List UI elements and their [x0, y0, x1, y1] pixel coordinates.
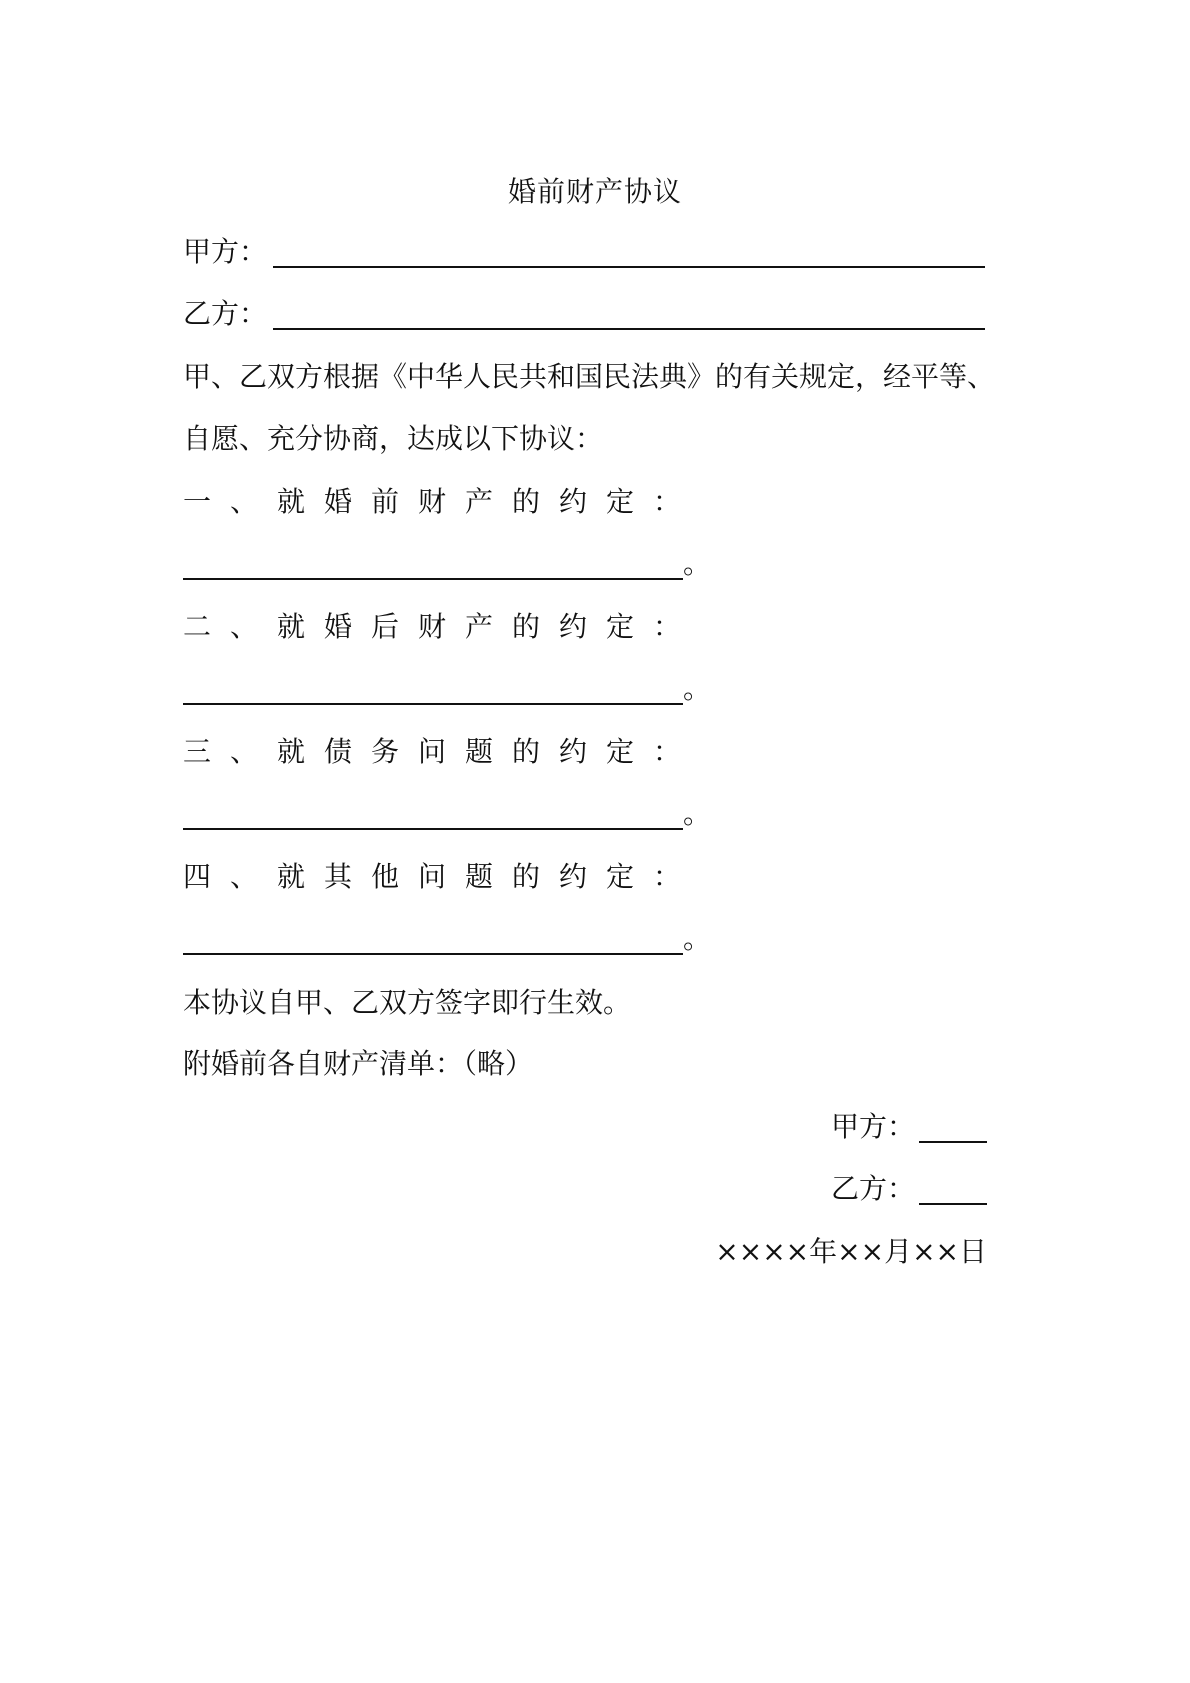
section-3-period: 。 [683, 797, 712, 830]
effect-text: 本协议自甲、乙双方签字即行生效。 [183, 986, 632, 1019]
section-4-period: 。 [683, 922, 712, 955]
section-2-blank[interactable] [183, 673, 683, 705]
section-3-blank-row [183, 794, 711, 834]
section-3-heading-text: 三、就债务问题的约定： [183, 735, 701, 768]
section-1-blank[interactable] [183, 548, 683, 580]
section-3-heading [183, 732, 700, 772]
section-4-blank[interactable] [183, 923, 683, 955]
party-b-row [183, 294, 985, 334]
signing-date: ××××年××月××日 [715, 1235, 987, 1268]
document-title: 婚前财产协议 [507, 175, 682, 208]
date-row [715, 1232, 987, 1272]
intro-line-2 [183, 419, 603, 459]
section-2-heading [183, 607, 700, 647]
section-4-heading-text: 四、就其他问题的约定： [183, 860, 701, 893]
party-a-row [183, 232, 985, 272]
party-a-label: 甲方： [183, 235, 268, 268]
section-2-period: 。 [683, 672, 712, 705]
section-2-heading-text: 二、就婚后财产的约定： [183, 610, 701, 643]
section-1-heading [183, 482, 700, 522]
section-1-blank-row [183, 544, 711, 584]
attachment-text: 附婚前各自财产清单：（略） [183, 1047, 534, 1080]
intro-text-2: 自愿、充分协商，达成以下协议： [183, 422, 604, 455]
section-1-period: 。 [683, 547, 712, 580]
attachment-note [183, 1044, 533, 1084]
signature-a-row [831, 1107, 987, 1147]
intro-text-1: 甲、乙双方根据《中华人民共和国民法典》的有关规定，经平等、 [183, 360, 996, 393]
effect-clause [183, 983, 631, 1023]
signature-a-label: 甲方： [830, 1110, 915, 1143]
signature-b-label: 乙方： [830, 1172, 915, 1205]
party-a-blank[interactable] [273, 236, 985, 268]
section-2-blank-row [183, 669, 711, 709]
section-4-blank-row [183, 919, 711, 959]
signature-b-blank[interactable] [919, 1173, 987, 1205]
signature-b-row [831, 1169, 987, 1209]
intro-line-1 [183, 357, 995, 397]
section-3-blank[interactable] [183, 798, 683, 830]
signature-a-blank[interactable] [919, 1111, 987, 1143]
party-b-blank[interactable] [273, 298, 985, 330]
section-1-heading-text: 一、就婚前财产的约定： [183, 485, 701, 518]
party-b-label: 乙方： [183, 297, 268, 330]
section-4-heading [183, 857, 700, 897]
